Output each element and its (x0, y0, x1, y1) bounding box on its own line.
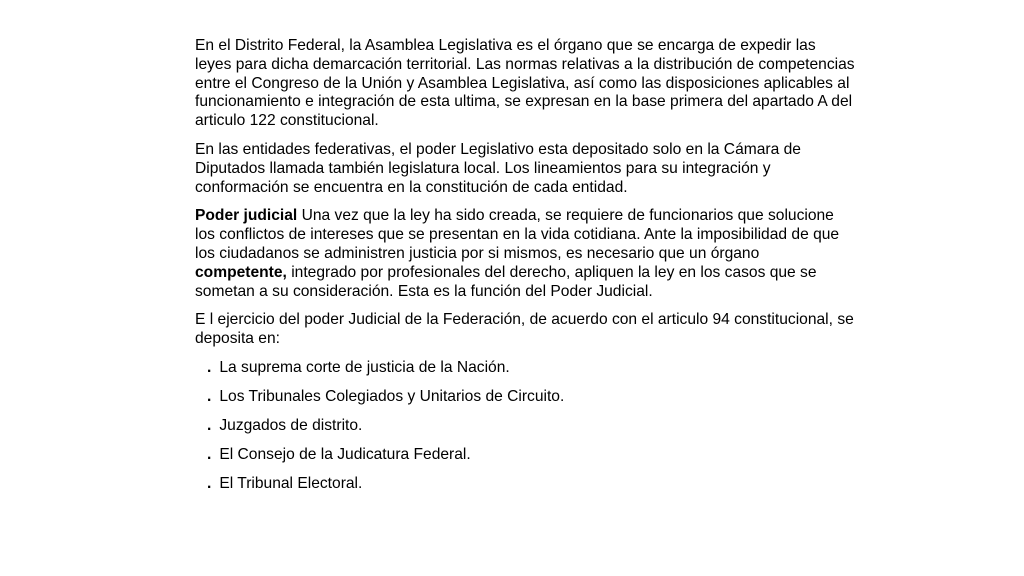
list-item-text: El Consejo de la Judicatura Federal. (219, 446, 471, 464)
deposit-list (195, 359, 855, 494)
list-item-text: Los Tribunales Colegiados y Unitarios de Circuito. (219, 388, 565, 406)
bullet-mark: . (207, 417, 212, 435)
list-item (207, 388, 855, 407)
paragraph-poder-judicial (195, 207, 855, 301)
bullet-mark: . (207, 358, 212, 376)
poder-judicial-text-1: Una vez que la ley ha sido creada, se requiere de funcionarios que solucione los conflictos de intereses que se presentan en la vida cotidiana. Ante la imposibilidad de que los ciudadanos se administren justicia por si mismos, es necesario que un órgano (195, 207, 840, 262)
list-item (207, 359, 855, 378)
list-item (207, 475, 855, 494)
list-item-text: La suprema corte de justicia de la Nación. (219, 358, 510, 376)
list-item-text: Juzgados de distrito. (219, 417, 363, 435)
document-body (195, 37, 855, 504)
paragraph-entidades-federativas: En las entidades federativas, el poder Legislativo esta depositado solo en la Cámara de Diputados llamada también legislatura local. Los lineamientos para su integración y conformación se encuentra en la constitución de cada entidad. (195, 140, 801, 196)
list-item (207, 417, 855, 436)
competente-bold: competente, (195, 263, 287, 281)
bullet-mark: . (207, 446, 212, 464)
list-item-text: El Tribunal Electoral. (219, 475, 363, 493)
paragraph-ejercicio-poder-judicial: E l ejercicio del poder Judicial de la Federación, de acuerdo con el articulo 94 constitucional, se deposita en: (195, 311, 854, 348)
poder-judicial-heading: Poder judicial (195, 207, 298, 225)
list-item (207, 446, 855, 465)
poder-judicial-text-2: integrado por profesionales del derecho, apliquen la ley en los casos que se sometan a su consideración. Esta es la función del Poder Judicial. (195, 263, 817, 300)
bullet-mark: . (207, 388, 212, 406)
paragraph-asamblea-legislativa: En el Distrito Federal, la Asamblea Legislativa es el órgano que se encarga de expedir las leyes para dicha demarcación territorial. Las normas relativas a la distribución de competencias entre el Congreso de la Unión y Asamblea Legislativa, así como las disposiciones aplicables al funcionamiento e integración de esta ultima, se expresan en la base primera del apartado A del articulo 122 constitucional. (195, 37, 855, 130)
bullet-mark: . (207, 475, 212, 493)
